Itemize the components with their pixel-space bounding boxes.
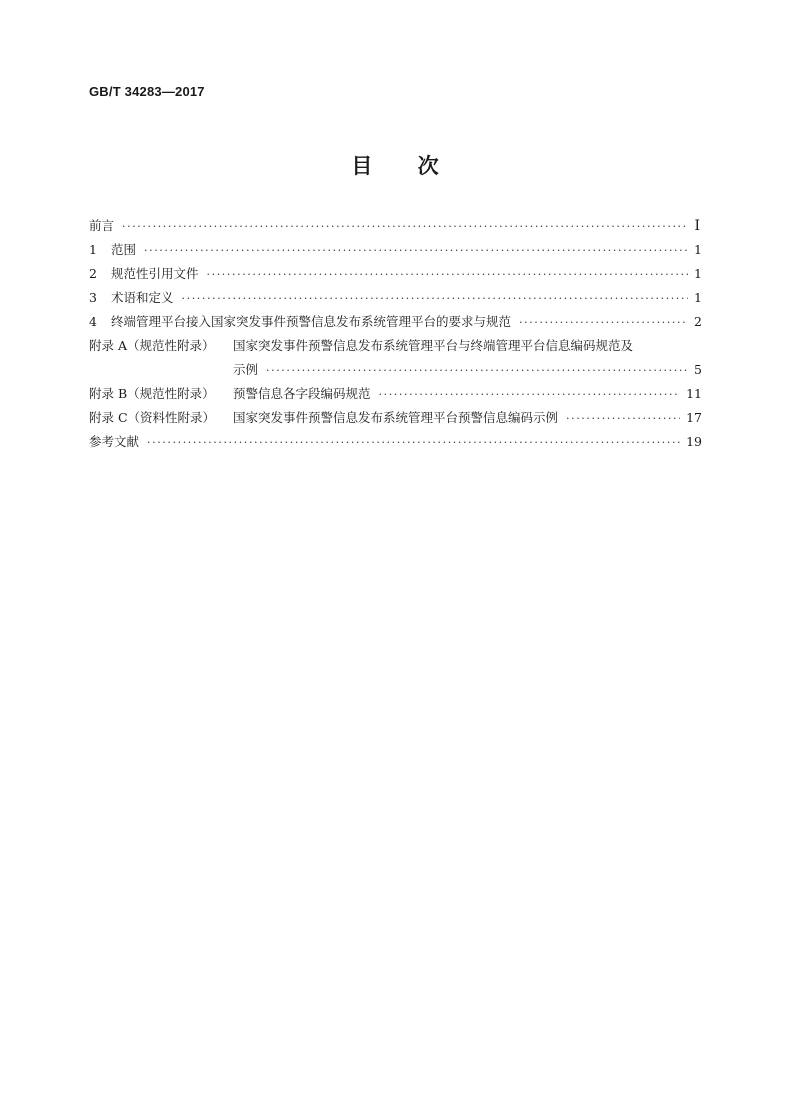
toc-entry-label: 国家突发事件预警信息发布系统管理平台与终端管理平台信息编码规范及 bbox=[233, 338, 634, 353]
toc-entry-foreword[interactable] bbox=[89, 214, 702, 238]
toc-entry-label: 术语和定义 bbox=[111, 290, 174, 305]
toc-entry-appendix-a[interactable] bbox=[89, 334, 702, 358]
toc-entry-page: 2 bbox=[694, 314, 702, 329]
toc-entry-page: 1 bbox=[694, 290, 702, 305]
toc-entry-appendix-b[interactable] bbox=[89, 382, 702, 406]
toc-leader bbox=[144, 239, 688, 263]
toc-entry-4[interactable] bbox=[89, 310, 702, 334]
toc-entry-label: 终端管理平台接入国家突发事件预警信息发布系统管理平台的要求与规范 bbox=[111, 314, 512, 329]
toc-entry-references[interactable] bbox=[89, 430, 702, 454]
toc-entry-label: 参考文献 bbox=[89, 434, 140, 449]
toc-appendix-label: 附录 C（资料性附录） bbox=[89, 410, 216, 425]
toc-entry-number: 2 bbox=[89, 266, 97, 281]
toc-entry-appendix-c[interactable] bbox=[89, 406, 702, 430]
toc-entry-2[interactable] bbox=[89, 262, 702, 286]
toc-entry-appendix-a-continued[interactable] bbox=[89, 358, 702, 382]
toc-entry-label: 规范性引用文件 bbox=[111, 266, 199, 281]
toc-entry-label: 示例 bbox=[233, 362, 259, 377]
toc-appendix-label: 附录 A（规范性附录） bbox=[89, 338, 215, 353]
toc-entry-label: 预警信息各字段编码规范 bbox=[233, 386, 371, 401]
toc-entry-label: 范围 bbox=[111, 242, 137, 257]
toc-appendix-label: 附录 B（规范性附录） bbox=[89, 386, 215, 401]
toc-entry-page: 1 bbox=[694, 242, 702, 257]
toc-entry-page: 17 bbox=[686, 410, 702, 425]
table-of-contents bbox=[89, 214, 702, 454]
toc-entry-3[interactable] bbox=[89, 286, 702, 310]
toc-leader bbox=[207, 263, 689, 287]
toc-entry-page: 11 bbox=[686, 386, 702, 401]
toc-entry-label: 国家突发事件预警信息发布系统管理平台预警信息编码示例 bbox=[233, 410, 559, 425]
toc-entry-1[interactable] bbox=[89, 238, 702, 262]
toc-leader bbox=[182, 287, 689, 311]
toc-entry-page: Ⅰ bbox=[694, 218, 700, 234]
toc-leader bbox=[122, 215, 688, 239]
toc-leader bbox=[147, 431, 680, 455]
toc-leader bbox=[266, 359, 688, 383]
standard-code: GB/T 34283—2017 bbox=[89, 84, 205, 99]
toc-entry-page: 19 bbox=[686, 434, 702, 449]
toc-entry-label: 前言 bbox=[89, 218, 115, 233]
toc-entry-number: 1 bbox=[89, 242, 97, 257]
toc-entry-page: 1 bbox=[694, 266, 702, 281]
toc-title: 目 次 bbox=[351, 154, 441, 178]
toc-entry-number: 4 bbox=[89, 314, 97, 329]
toc-leader bbox=[519, 311, 688, 335]
toc-entry-page: 5 bbox=[694, 362, 702, 377]
toc-leader bbox=[379, 383, 681, 407]
toc-leader bbox=[566, 407, 680, 431]
toc-entry-number: 3 bbox=[89, 290, 97, 305]
